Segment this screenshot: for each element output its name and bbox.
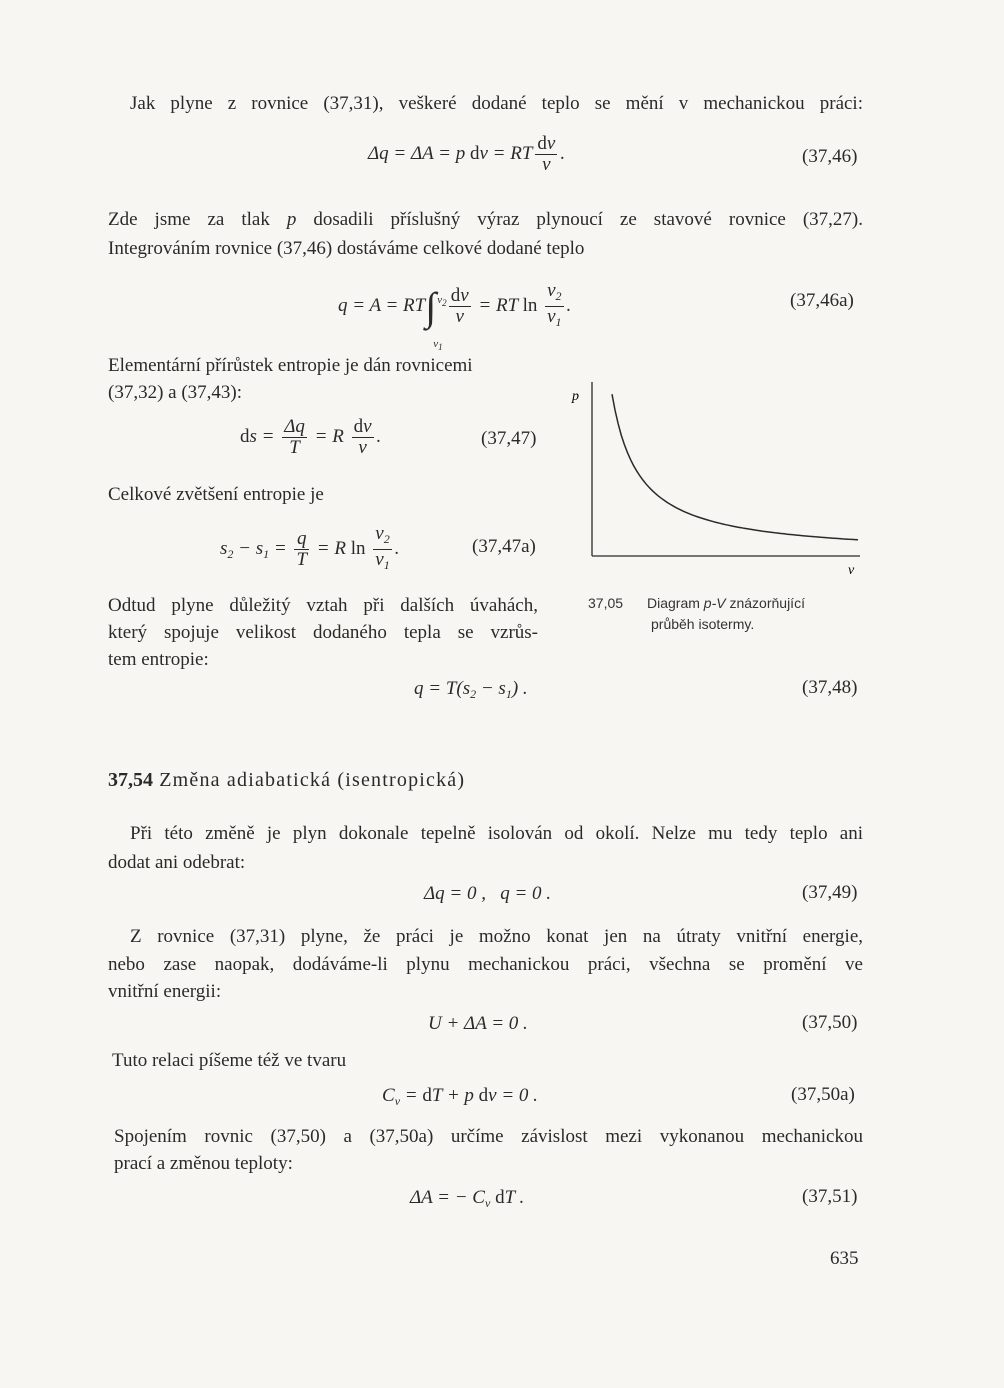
- isotherm-chart: [560, 372, 870, 582]
- page-number: 635: [830, 1248, 859, 1269]
- equation-37-49: Δq = 0 , q = 0 .: [424, 883, 552, 904]
- equation-number: (37,46): [802, 146, 858, 167]
- equation-number: (37,50a): [791, 1084, 855, 1105]
- equation-37-50a: $C_v$ = dT + p dv = 0 .: [382, 1085, 538, 1108]
- figure-caption-line: průběh isotermy.: [651, 616, 755, 632]
- paragraph-line: Jak plyne z rovnice (37,31), veškeré dodané teplo se mění v mechanickou práci:: [130, 93, 863, 114]
- equation-37-51: ΔA = − $C_v$ dT .: [410, 1187, 525, 1210]
- equation-number: (37,47): [481, 428, 537, 449]
- figure-number: 37,05: [588, 595, 624, 611]
- paragraph-line: Při této změně je plyn dokonale tepelně isolován od okolí. Nelze mu tedy teplo ani: [130, 823, 863, 844]
- section-number: 37,54: [108, 769, 153, 791]
- x-axis-label: v: [848, 563, 855, 578]
- paragraph-line: Odtud plyne důležitý vztah při dalších úvahách,: [108, 595, 538, 616]
- paragraph-line: vnitřní energii:: [108, 981, 222, 1002]
- equation-37-47a: $s_2 - s_1$ = $\frac{q}{T}$ = R ln $\frac{v_2}{v_1}$ .: [220, 524, 399, 575]
- paragraph-line: Celkové zvětšení entropie je: [108, 484, 324, 505]
- equation-37-47: ds = $\frac{\Delta q}{T}$ = R $\frac{dv}{v}$ .: [240, 416, 382, 458]
- equation-number: (37,46a): [790, 290, 854, 311]
- paragraph-line: nebo zase naopak, dodáváme-li plynu mechanickou práci, všechna se promění ve: [108, 954, 863, 975]
- paragraph-line: tem entropie:: [108, 649, 209, 670]
- paragraph-line: dodat ani odebrat:: [108, 852, 246, 873]
- equation-37-46a: q = A = RT∫ $v_2$ $v_1$ $\frac{dv}{v}$ = RT ln $\frac{v_2}{v_1}$ .: [338, 280, 572, 352]
- paragraph-line: Integrováním rovnice (37,46) dostáváme celkové dodané teplo: [108, 238, 585, 259]
- equation-number: (37,50): [802, 1012, 858, 1033]
- equation-number: (37,47a): [472, 536, 536, 557]
- paragraph-line: Elementární přírůstek entropie je dán rovnicemi: [108, 355, 473, 376]
- section-heading: [108, 769, 465, 792]
- paragraph-line: Zde jsme za tlak p dosadili příslušný výraz plynoucí ze stavové rovnice (37,27).: [108, 209, 864, 230]
- equation-37-46: Δq = ΔA = p dv = RT $\frac{dv}{v}$ .: [368, 133, 566, 175]
- paragraph-line: Spojením rovnic (37,50) a (37,50a) určíme závislost mezi vykonanou mechanickou: [114, 1126, 863, 1147]
- section-title: Změna adiabatická (isentropická): [159, 769, 466, 791]
- paragraph-line: Z rovnice (37,31) plyne, že práci je možno konat jen na útraty vnitřní energie,: [130, 926, 863, 947]
- paragraph-line: prací a změnou teploty:: [114, 1153, 293, 1174]
- equation-number: (37,51): [802, 1186, 858, 1207]
- figure-caption-line: Diagram p-V znázorňující: [647, 595, 805, 611]
- paragraph-line: který spojuje velikost dodaného tepla se vzrůs-: [108, 622, 538, 643]
- y-axis-label: p: [572, 389, 579, 404]
- equation-number: (37,48): [802, 677, 858, 698]
- isotherm-curve: [612, 394, 858, 540]
- equation-number: (37,49): [802, 882, 858, 903]
- paragraph-line: Tuto relaci píšeme též ve tvaru: [112, 1050, 347, 1071]
- equation-37-50: U + ΔA = 0 .: [428, 1013, 528, 1034]
- paragraph-line: (37,32) a (37,43):: [108, 382, 243, 403]
- equation-37-48: $q = T(s_2 - s_1)$ .: [414, 678, 528, 701]
